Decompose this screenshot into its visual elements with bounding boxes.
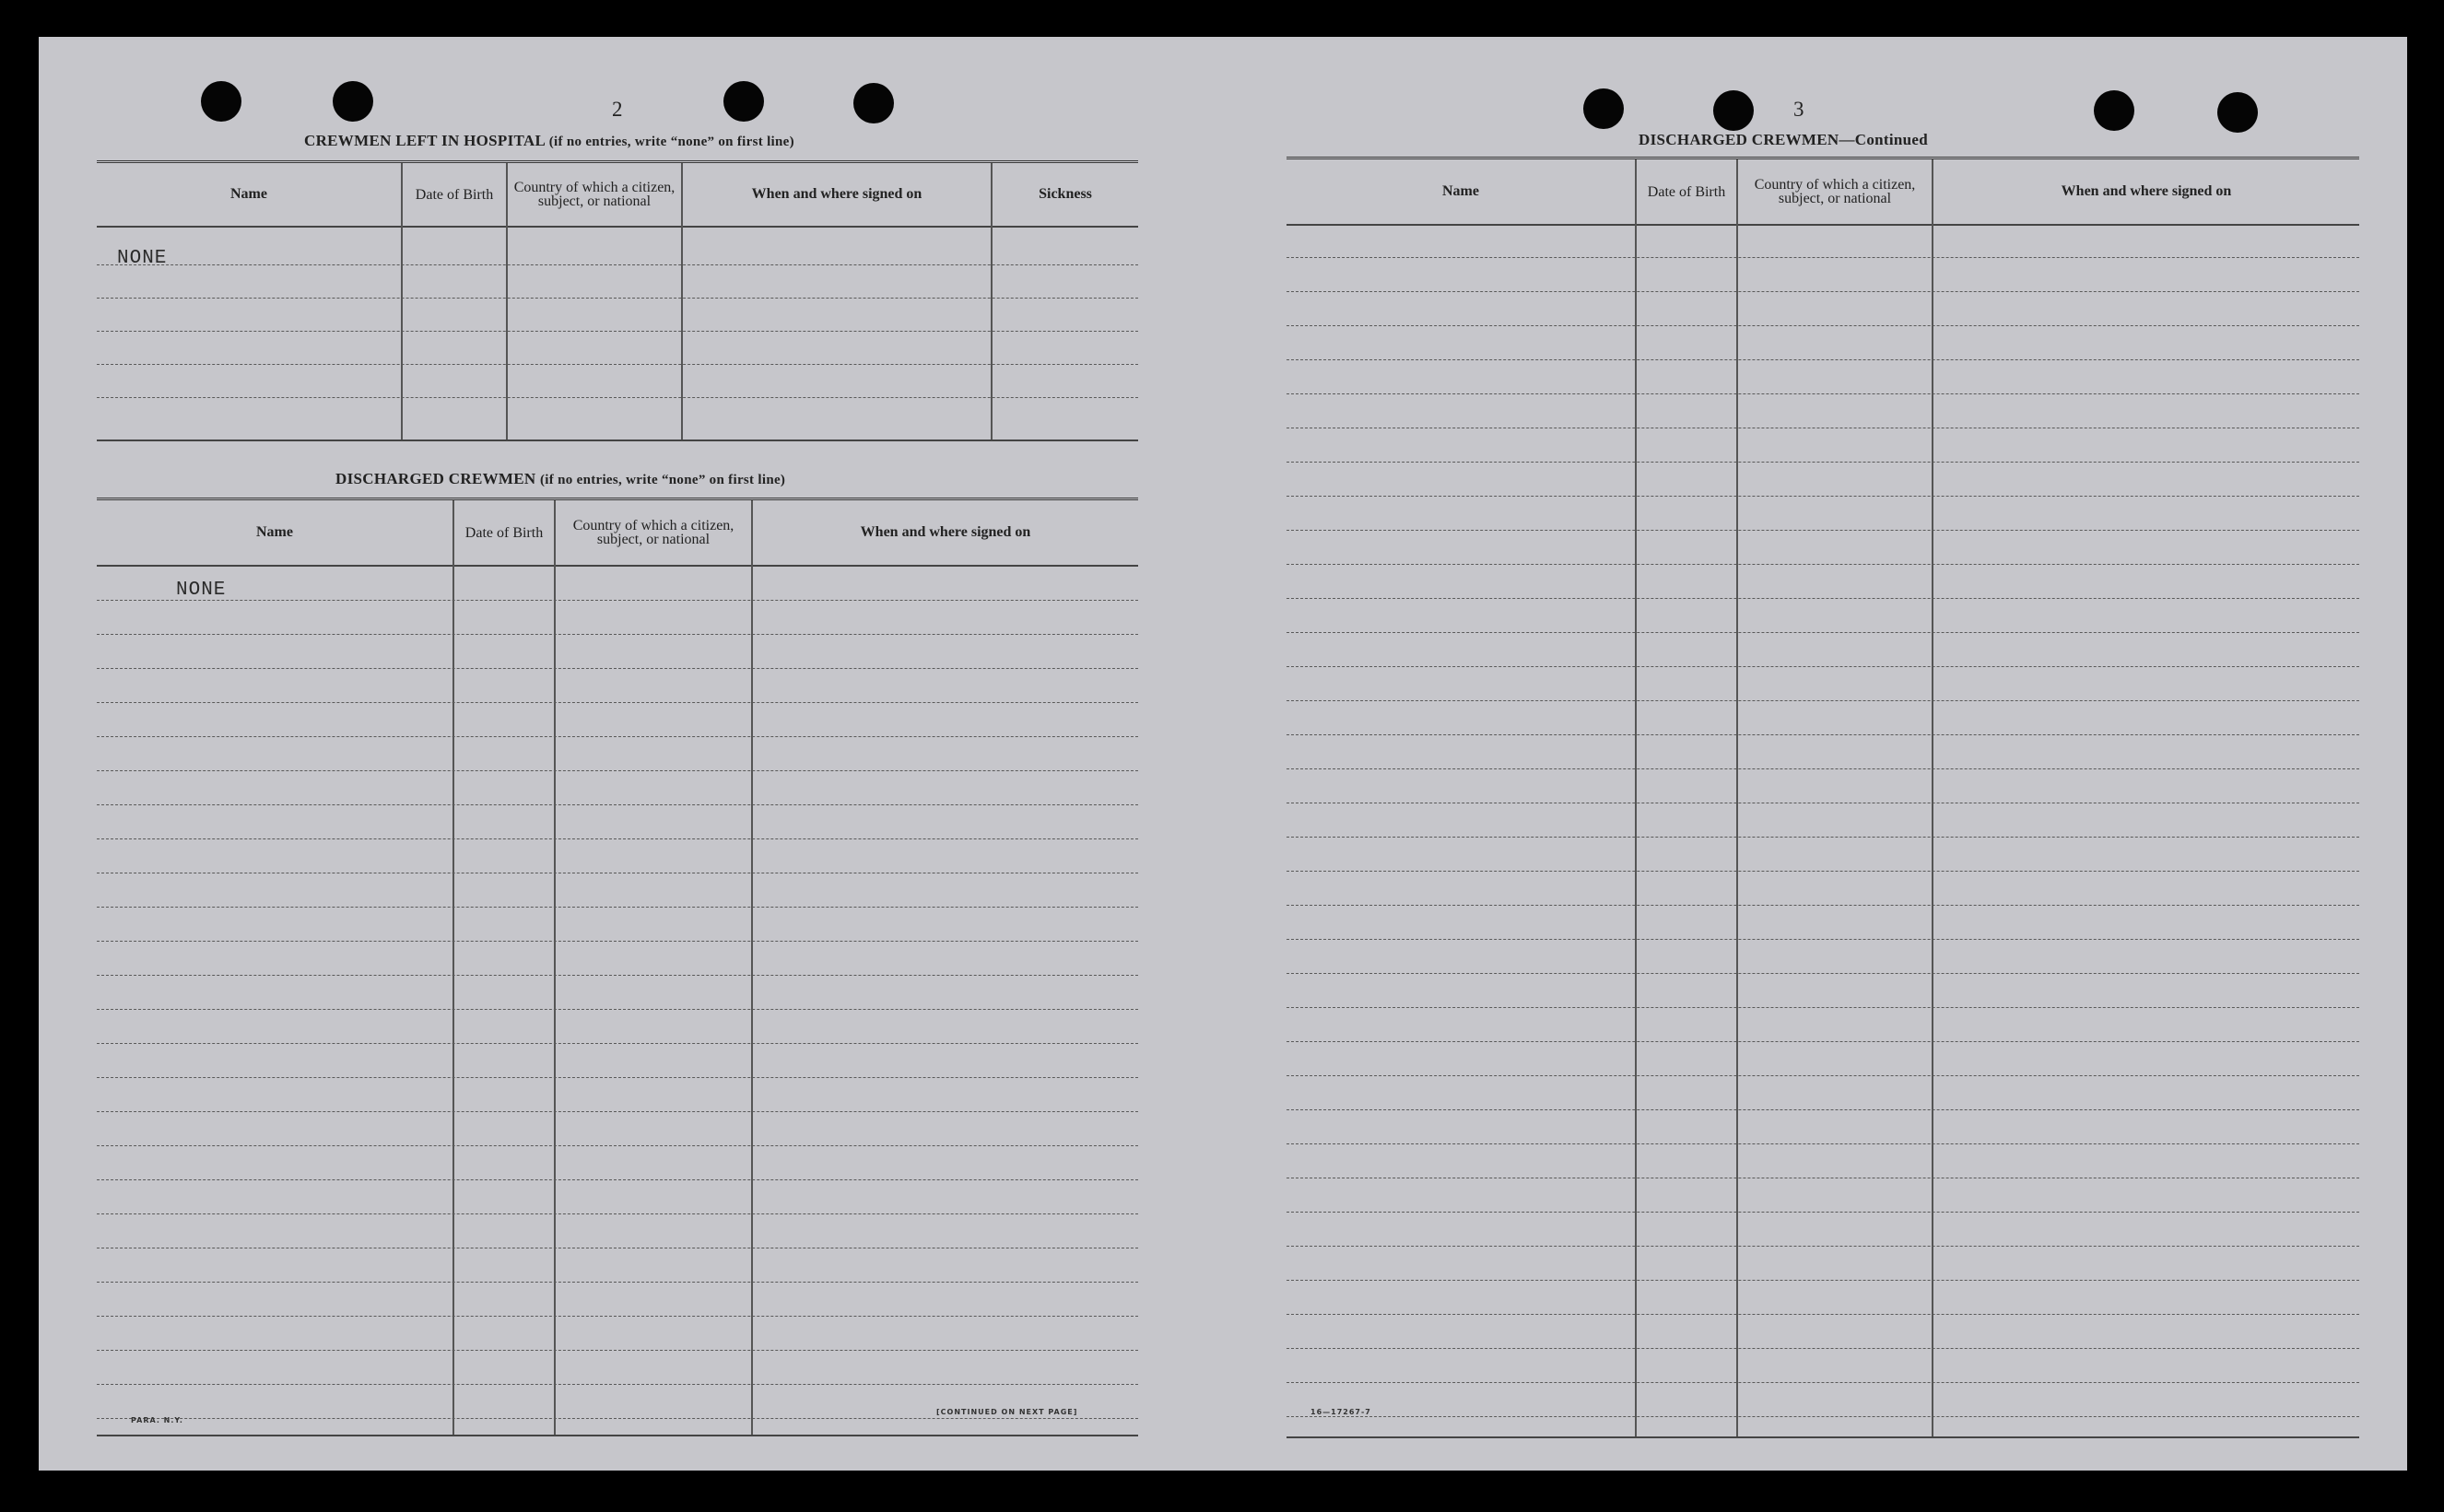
hospital-entry-none: NONE — [117, 248, 168, 269]
ruled-line — [97, 1111, 1138, 1112]
ruled-line — [1287, 734, 2359, 735]
discharged-entry-none: NONE — [176, 580, 227, 601]
ruled-line — [1287, 1280, 2359, 1281]
col-name: Name — [230, 186, 267, 202]
col-country: Country of which a citizen, subject, or national — [1754, 177, 1916, 206]
punch-hole — [1583, 88, 1624, 129]
col-name: Name — [256, 524, 293, 540]
ruled-line — [1287, 598, 2359, 599]
col-signed-on: When and where signed on — [860, 524, 1031, 540]
manifest-sheet — [39, 37, 2407, 1471]
ruled-line — [97, 702, 1138, 703]
punch-hole — [1713, 90, 1754, 131]
ruled-line — [97, 838, 1138, 839]
ruled-line — [1287, 393, 2359, 394]
ruled-line — [97, 668, 1138, 669]
ruled-line — [97, 1282, 1138, 1283]
col-sickness: Sickness — [1039, 186, 1092, 202]
ruled-line — [1287, 666, 2359, 667]
ruled-line — [97, 1384, 1138, 1385]
punch-hole — [2217, 92, 2258, 133]
discharged-section-title: DISCHARGED CREWMEN (if no entries, write “none” on first line) — [335, 470, 786, 487]
ruled-line — [1287, 325, 2359, 326]
ruled-line — [97, 1179, 1138, 1180]
ruled-line — [1287, 1143, 2359, 1144]
ruled-line — [1287, 632, 2359, 633]
ruled-line — [1287, 1246, 2359, 1247]
ruled-line — [97, 1350, 1138, 1351]
punch-hole — [2094, 90, 2134, 131]
punch-hole — [723, 81, 764, 122]
ruled-line — [97, 804, 1138, 805]
ruled-line — [1287, 257, 2359, 258]
ruled-line — [1287, 837, 2359, 838]
punch-hole — [853, 83, 894, 123]
ruled-line — [97, 1316, 1138, 1317]
ruled-line — [1287, 496, 2359, 497]
ruled-line — [1287, 1314, 2359, 1315]
ruled-line — [97, 1077, 1138, 1078]
ruled-line — [97, 1043, 1138, 1044]
ruled-line — [97, 907, 1138, 908]
col-signed-on: When and where signed on — [751, 186, 922, 202]
ruled-line — [97, 1418, 1138, 1419]
ruled-line — [1287, 1041, 2359, 1042]
ruled-line — [1287, 905, 2359, 906]
page-number-left: 2 — [612, 98, 623, 121]
ruled-line — [1287, 1109, 2359, 1110]
printer-mark: PARA. N.Y. — [131, 1416, 183, 1424]
ruled-line — [97, 1145, 1138, 1146]
ruled-line — [97, 1009, 1138, 1010]
ruled-line — [97, 634, 1138, 635]
ruled-line — [1287, 359, 2359, 360]
punch-hole — [201, 81, 241, 122]
ruled-line — [1287, 700, 2359, 701]
ruled-line — [1287, 871, 2359, 872]
ruled-line — [1287, 768, 2359, 769]
ruled-line — [97, 770, 1138, 771]
ruled-line — [1287, 1382, 2359, 1383]
discharged-continued-table — [1287, 157, 2359, 1438]
hospital-table — [97, 160, 1138, 441]
page-number-right: 3 — [1793, 98, 1804, 121]
col-date-of-birth: Date of Birth — [415, 186, 494, 203]
ruled-line — [97, 975, 1138, 976]
ruled-line — [97, 600, 1138, 601]
ruled-line — [1287, 564, 2359, 565]
col-date-of-birth: Date of Birth — [464, 524, 544, 541]
ruled-line — [1287, 1075, 2359, 1076]
ruled-line — [1287, 291, 2359, 292]
col-country: Country of which a citizen, subject, or national — [572, 518, 734, 547]
ruled-line — [1287, 462, 2359, 463]
form-number: 16—17267-7 — [1310, 1408, 1371, 1416]
discharged-table — [97, 498, 1138, 1436]
ruled-line — [97, 941, 1138, 942]
col-country: Country of which a citizen, subject, or national — [513, 180, 676, 209]
col-signed-on: When and where signed on — [2061, 183, 2232, 199]
continued-note: [CONTINUED ON NEXT PAGE] — [936, 1408, 1078, 1416]
ruled-line — [1287, 1416, 2359, 1417]
ruled-line — [1287, 1007, 2359, 1008]
col-date-of-birth: Date of Birth — [1647, 183, 1726, 200]
discharged-continued-title: DISCHARGED CREWMEN—Continued — [1639, 131, 1928, 148]
ruled-line — [1287, 1212, 2359, 1213]
ruled-line — [1287, 973, 2359, 974]
hospital-section-title: CREWMEN LEFT IN HOSPITAL (if no entries, write “none” on first line) — [304, 132, 794, 149]
ruled-line — [1287, 939, 2359, 940]
ruled-line — [1287, 530, 2359, 531]
punch-hole — [333, 81, 373, 122]
ruled-line — [1287, 1348, 2359, 1349]
ruled-line — [97, 1213, 1138, 1214]
ruled-line — [97, 736, 1138, 737]
col-name: Name — [1442, 183, 1479, 199]
